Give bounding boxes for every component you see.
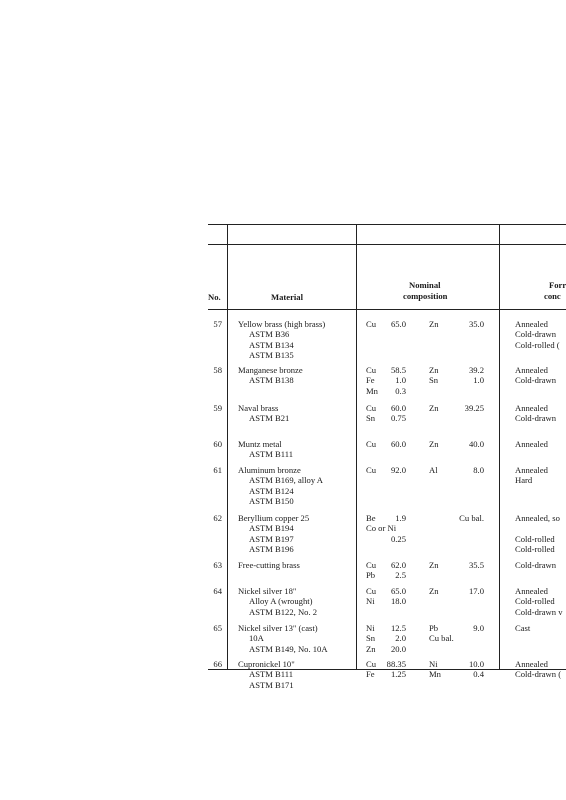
row-number: 63	[213, 560, 222, 570]
form-condition: Hard	[515, 475, 533, 486]
material-spec: ASTM B36	[249, 329, 290, 340]
composition-value: 58.5	[390, 365, 406, 375]
material-spec: Alloy A (wrought)	[249, 596, 313, 607]
composition-element: Cu	[366, 465, 377, 475]
composition-value: 35.0	[468, 319, 484, 329]
material-name: Nickel silver 18"	[238, 586, 297, 596]
column-divider-no-material	[227, 224, 228, 669]
composition-element: Sn	[429, 375, 439, 386]
row-number: 65	[213, 623, 222, 633]
material-spec: ASTM B196	[249, 544, 294, 555]
composition-element: Zn	[429, 319, 439, 329]
form-condition: Annealed	[515, 319, 548, 329]
composition-element: Zn	[429, 403, 439, 413]
composition-element: Mn	[429, 669, 441, 680]
material-name: Free-cutting brass	[238, 560, 300, 570]
form-condition: Cold-drawn	[515, 375, 557, 386]
composition-element: Ni	[366, 596, 375, 607]
composition-value: 60.0	[390, 403, 406, 413]
composition-value: 12.5	[390, 623, 406, 633]
form-condition: Annealed	[515, 365, 548, 375]
material-name: Naval brass	[238, 403, 279, 413]
row-number: 60	[213, 439, 222, 449]
row-number: 59	[213, 403, 222, 413]
composition-value: 0.4	[473, 669, 484, 680]
composition-element: Cu	[366, 439, 377, 449]
composition-value: 1.9	[395, 513, 406, 523]
composition-value: 1.25	[390, 669, 406, 680]
form-condition: Annealed	[515, 659, 548, 669]
material-name: Yellow brass (high brass)	[238, 319, 326, 329]
composition-value: 35.5	[468, 560, 484, 570]
header-material: Material	[271, 292, 303, 302]
form-condition: Cold-rolled	[515, 596, 555, 607]
composition-element: Al	[429, 465, 438, 475]
form-condition: Cast	[515, 623, 531, 633]
material-spec: ASTM B169, alloy A	[249, 475, 324, 486]
composition-element: Sn	[366, 413, 376, 424]
table-top-rule	[208, 224, 566, 225]
composition-value: 62.0	[390, 560, 406, 570]
material-spec: ASTM B124	[249, 485, 294, 496]
composition-element: Zn	[429, 560, 439, 570]
material-spec: ASTM B171	[249, 679, 294, 690]
row-number: 58	[213, 365, 222, 375]
material-name: Cupronickel 10"	[238, 659, 295, 669]
header-form-line2: conc	[544, 291, 561, 301]
material-name: Manganese bronze	[238, 365, 303, 375]
material-name: Beryllium copper 25	[238, 513, 310, 523]
composition-value: 9.0	[473, 623, 484, 633]
material-spec: ASTM B197	[249, 533, 294, 544]
composition-value: 39.2	[468, 365, 484, 375]
composition-value: Cu bal.	[459, 513, 484, 523]
row-number: 62	[213, 513, 222, 523]
composition-value: 92.0	[390, 465, 406, 475]
composition-value: 0.3	[395, 385, 406, 396]
composition-element: Pb	[429, 623, 439, 633]
composition-value: 17.0	[468, 586, 484, 596]
composition-value: 10.0	[468, 659, 484, 669]
composition-element: Cu	[366, 403, 377, 413]
row-number: 64	[213, 586, 222, 596]
composition-element: Fe	[366, 375, 375, 386]
form-condition: Cold-rolled (	[515, 339, 560, 350]
material-spec: ASTM B150	[249, 496, 294, 507]
material-spec: ASTM B134	[249, 339, 294, 350]
composition-value: 1.0	[395, 375, 406, 386]
composition-element: Cu	[366, 659, 377, 669]
composition-element: Cu	[366, 586, 377, 596]
header-bottom-rule	[208, 309, 566, 310]
form-condition: Annealed	[515, 403, 548, 413]
composition-element: Co or Ni	[366, 523, 397, 534]
material-name: Muntz metal	[238, 439, 282, 449]
composition-element: Ni	[366, 623, 375, 633]
header-form-line1: Forr	[549, 280, 566, 290]
material-spec: ASTM B122, No. 2	[249, 606, 318, 617]
material-name: Aluminum bronze	[238, 465, 301, 475]
composition-element: Be	[366, 513, 376, 523]
composition-value: 0.75	[390, 413, 406, 424]
header-nominal-line2: composition	[403, 291, 448, 301]
composition-value: 2.5	[395, 570, 406, 581]
composition-element: Zn	[366, 643, 376, 654]
composition-value: 8.0	[473, 465, 484, 475]
form-condition: Annealed	[515, 439, 548, 449]
composition-value: 1.0	[473, 375, 484, 386]
form-condition: Cold-rolled	[515, 533, 555, 544]
material-spec: ASTM B111	[249, 449, 294, 460]
composition-value: 18.0	[390, 596, 406, 607]
composition-value: 60.0	[390, 439, 406, 449]
composition-value: 20.0	[390, 643, 406, 654]
composition-value: 65.0	[390, 586, 406, 596]
form-condition: Cold-drawn	[515, 560, 557, 570]
material-spec: ASTM B138	[249, 375, 294, 386]
material-name: Nickel silver 13" (cast)	[238, 623, 318, 633]
form-condition: Cold-drawn v	[515, 606, 563, 617]
header-nominal-line1: Nominal	[409, 280, 441, 290]
material-spec: ASTM B111	[249, 669, 294, 680]
composition-element: Mn	[366, 385, 378, 396]
composition-element: Cu	[366, 319, 377, 329]
composition-value: 2.0	[395, 633, 406, 644]
composition-element: Cu bal.	[429, 633, 454, 644]
composition-element: Cu	[366, 365, 377, 375]
column-divider-composition-form	[499, 224, 500, 669]
header-no: No.	[208, 292, 221, 302]
composition-element: Sn	[366, 633, 376, 644]
composition-value: 88.35	[386, 659, 406, 669]
row-number: 66	[213, 659, 222, 669]
form-condition: Annealed, so	[515, 513, 560, 523]
composition-value: 65.0	[390, 319, 406, 329]
header-divider-rule	[208, 244, 566, 245]
composition-value: 39.25	[464, 403, 484, 413]
composition-element: Zn	[429, 365, 439, 375]
material-spec: ASTM B194	[249, 523, 294, 534]
composition-element: Ni	[429, 659, 438, 669]
composition-element: Fe	[366, 669, 375, 680]
composition-value: 0.25	[390, 533, 406, 544]
row-number: 61	[213, 465, 222, 475]
composition-element: Zn	[429, 586, 439, 596]
form-condition: Cold-drawn	[515, 329, 557, 340]
composition-element: Pb	[366, 570, 376, 581]
composition-element: Zn	[429, 439, 439, 449]
form-condition: Cold-drawn	[515, 413, 557, 424]
form-condition: Annealed	[515, 586, 548, 596]
material-spec: 10A	[249, 633, 264, 644]
composition-element: Cu	[366, 560, 377, 570]
form-condition: Cold-rolled	[515, 544, 555, 555]
material-spec: ASTM B135	[249, 350, 294, 361]
form-condition: Annealed	[515, 465, 548, 475]
row-number: 57	[213, 319, 222, 329]
composition-value: 40.0	[468, 439, 484, 449]
material-spec: ASTM B21	[249, 413, 290, 424]
column-divider-material-composition	[356, 224, 357, 669]
material-spec: ASTM B149, No. 10A	[249, 643, 328, 654]
form-condition: Cold-drawn (	[515, 669, 562, 680]
